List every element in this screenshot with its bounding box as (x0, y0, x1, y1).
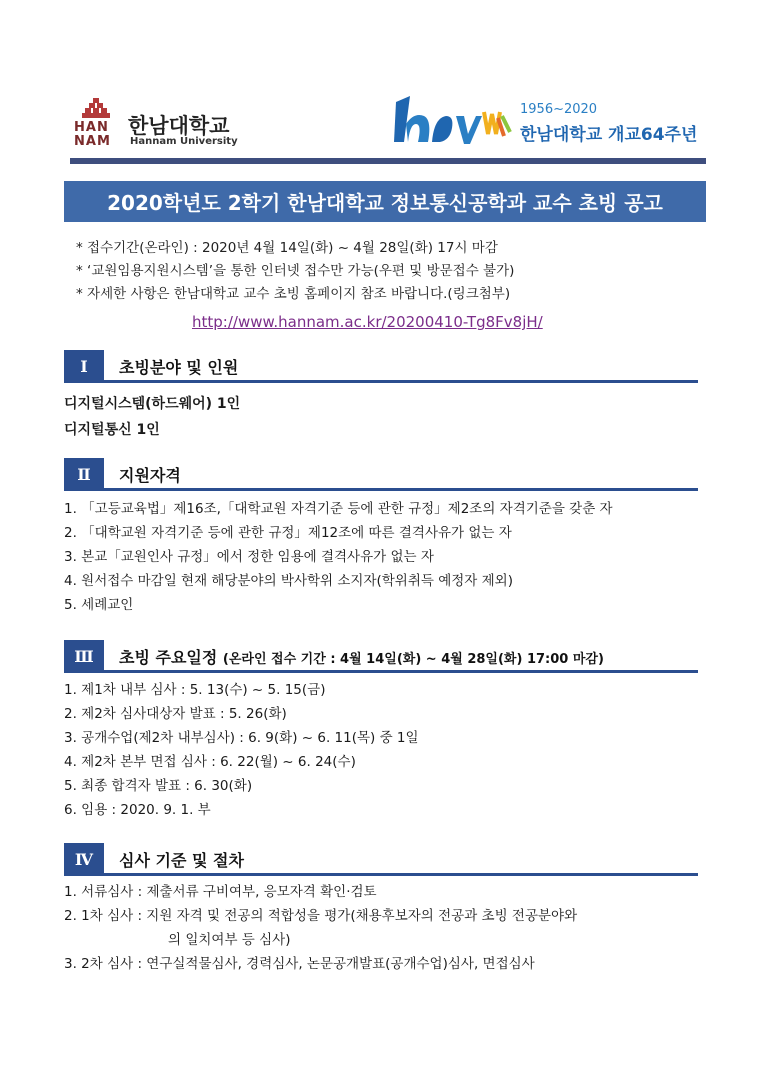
list-item: 3. 본교「교원인사 규정」에서 정한 임용에 결격사유가 없는 자 (64, 549, 434, 565)
list-item: 3. 2차 심사 : 연구실적물심사, 경력심사, 논문공개발표(공개수업)심사, 면접심사 (64, 956, 535, 972)
list-item: 3. 공개수업(제2차 내부심사) : 6. 9(화) ~ 6. 11(목) 중 1일 (64, 730, 419, 746)
list-item: 2. 「대학교원 자격기준 등에 관한 규정」제12조에 따른 결격사유가 없는 자 (64, 525, 512, 541)
emblem-text-nam: NAM (74, 134, 111, 149)
emblem-text-han: HAN (74, 120, 109, 135)
note-item: * 접수기간(온라인) : 2020년 4월 14일(화) ~ 4월 28일(화) 17시 마감 (76, 240, 498, 256)
section-number: Ⅲ (64, 640, 104, 672)
section-header-schedule (64, 640, 698, 672)
section-number: Ⅳ (64, 843, 104, 875)
document-title: 2020학년도 2학기 한남대학교 정보통신공학과 교수 초빙 공고 (64, 181, 706, 222)
university-name-korean: 한남대학교 (128, 114, 230, 138)
section-positions-list (64, 391, 704, 443)
list-item-continuation: 의 일치여부 등 심사) (168, 932, 291, 948)
section-title: 지원자격 (119, 466, 181, 485)
section-title: 심사 기준 및 절차 (119, 851, 244, 870)
note-item: * ‘교원임용지원시스템’을 통한 인터넷 접수만 가능(우편 및 방문접수 불가) (76, 263, 515, 279)
university-emblem-icon (74, 98, 118, 150)
section-header-positions (64, 350, 698, 382)
recruitment-homepage-link[interactable]: http://www.hannam.ac.kr/20200410-Tg8Fv8jH/ (192, 313, 543, 331)
hannam-university-logo (74, 98, 244, 152)
section-number: Ⅰ (64, 350, 104, 382)
header-divider (70, 158, 706, 164)
list-item: 2. 1차 심사 : 지원 자격 및 전공의 적합성을 평가(채용후보자의 전공과 초빙 전공분야와 (64, 908, 578, 924)
list-item: 디지털시스템(하드웨어) 1인 (64, 396, 241, 412)
section-subtitle: (온라인 접수 기간 : 4월 14일(화) ~ 4월 28일(화) 17:00 마감) (222, 652, 604, 667)
section-header-qualifications (64, 458, 698, 490)
notice-notes (76, 237, 716, 306)
section-schedule-list (64, 678, 704, 822)
list-item: 1. 「고등교육법」제16조,「대학교원 자격기준 등에 관한 규정」제2조의 자격기준을 갖춘 자 (64, 501, 613, 517)
section-title (119, 645, 604, 668)
list-item: 2. 제2차 심사대상자 발표 : 5. 26(화) (64, 706, 287, 722)
list-item: 6. 임용 : 2020. 9. 1. 부 (64, 802, 211, 818)
section-title-text: 초빙 주요일정 (119, 648, 218, 667)
section-number: Ⅱ (64, 458, 104, 490)
section-underline (64, 873, 698, 876)
page-header (70, 92, 706, 166)
list-item: 디지털통신 1인 (64, 422, 160, 438)
list-item: 4. 원서접수 마감일 현재 해당분야의 박사학위 소지자(학위취득 예정자 제외) (64, 573, 513, 589)
section-underline (64, 488, 698, 491)
anniversary-emblem-icon (392, 94, 516, 150)
list-item: 5. 세례교인 (64, 597, 134, 613)
section-header-evaluation (64, 843, 698, 875)
list-item: 1. 제1차 내부 심사 : 5. 13(수) ~ 5. 15(금) (64, 682, 326, 698)
note-item: * 자세한 사항은 한남대학교 교수 초빙 홈페이지 참조 바랍니다.(링크첨부) (76, 286, 511, 302)
section-underline (64, 380, 698, 383)
list-item: 5. 최종 합격자 발표 : 6. 30(화) (64, 778, 253, 794)
section-title: 초빙분야 및 인원 (119, 358, 239, 377)
section-evaluation-list (64, 880, 704, 976)
anniversary-logo (392, 92, 706, 154)
university-name-english: Hannam University (130, 136, 238, 147)
anniversary-years: 1956~2020 (520, 102, 598, 117)
list-item: 4. 제2차 본부 면접 심사 : 6. 22(월) ~ 6. 24(수) (64, 754, 356, 770)
section-qualifications-list (64, 497, 704, 617)
anniversary-text: 한남대학교 개교64주년 (520, 125, 698, 145)
list-item: 1. 서류심사 : 제출서류 구비여부, 응모자격 확인·검토 (64, 884, 377, 900)
section-underline (64, 670, 698, 673)
